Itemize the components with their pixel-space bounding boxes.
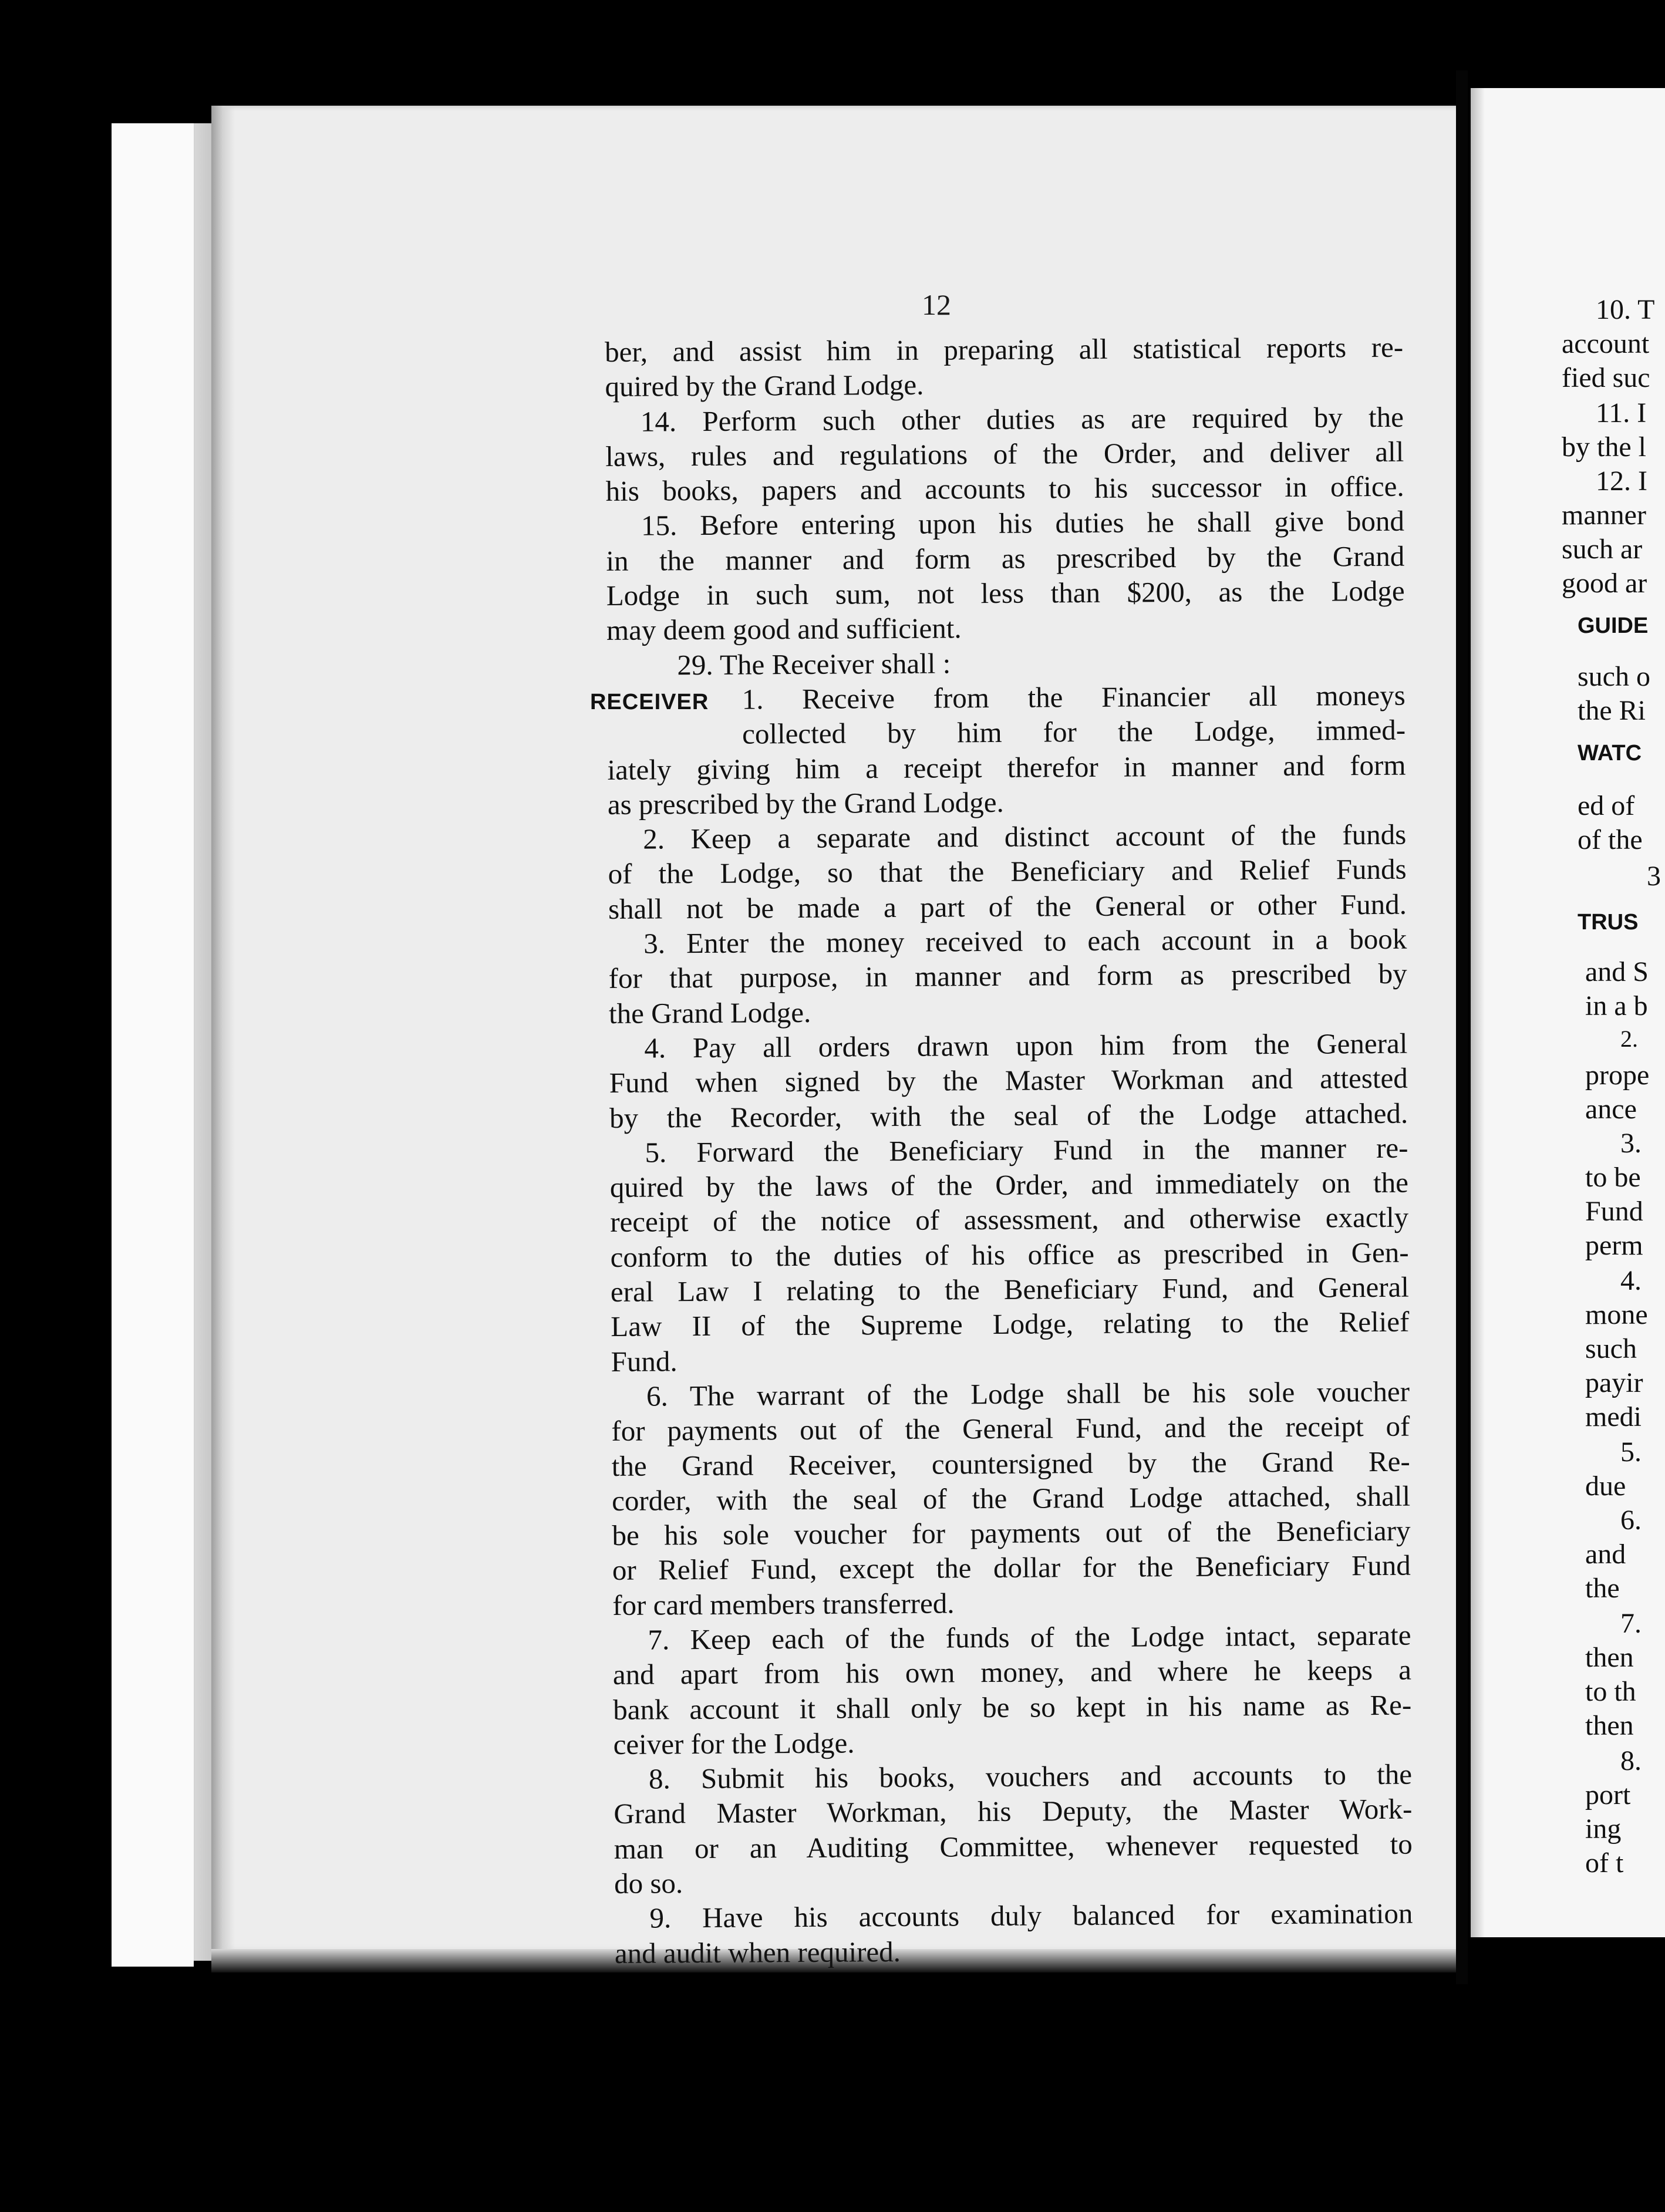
right-text-line: account — [1562, 328, 1650, 359]
text-line: Fund. — [611, 1344, 678, 1378]
text-line: 2. Keep a separate and distinct account of the funds — [643, 818, 1407, 855]
text-line: 9. Have his accounts duly balanced for examination — [649, 1897, 1413, 1934]
text-line: or Relief Fund, except the dollar for the Beneficiary Fund — [612, 1549, 1411, 1587]
text-line: do so. — [614, 1867, 683, 1900]
text-line: Law II of the Supreme Lodge, relating to the Relief — [611, 1305, 1410, 1343]
right-text-line: perm — [1585, 1230, 1643, 1261]
left-page-body — [605, 330, 1413, 1971]
text-line: Grand Master Workman, his Deputy, the Master Work- — [614, 1793, 1413, 1830]
right-text-line: of the — [1578, 824, 1643, 855]
text-line: may deem good and sufficient. — [606, 612, 962, 647]
right-text-line: 10. T — [1596, 294, 1655, 325]
right-text-line: such o — [1578, 661, 1650, 692]
text-line: and apart from his own money, and where he keeps a — [612, 1653, 1412, 1691]
right-side-heading: GUIDE — [1578, 613, 1649, 638]
text-line: ceiver for the Lodge. — [613, 1727, 855, 1761]
right-text-line: 11. I — [1596, 397, 1647, 429]
text-line: 8. Submit his books, vouchers and accounts to the — [648, 1758, 1413, 1795]
text-line: collected by him for the Lodge, immed- — [742, 713, 1406, 750]
right-text-line: prope — [1585, 1060, 1650, 1091]
right-text-line: due — [1585, 1471, 1626, 1502]
right-text-line: in a b — [1585, 990, 1648, 1021]
right-text-line: mone — [1585, 1299, 1648, 1330]
right-text-line: of t — [1585, 1847, 1624, 1879]
text-line: quired by the laws of the Order, and immediately on the — [609, 1166, 1409, 1204]
text-line: the Grand Receiver, countersigned by the Grand Re- — [611, 1445, 1410, 1482]
page-number: 12 — [922, 288, 951, 321]
right-side-heading: TRUS — [1578, 910, 1639, 935]
text-line: quired by the Grand Lodge. — [605, 368, 924, 403]
right-text-line: to th — [1585, 1676, 1636, 1707]
book-gutter — [1456, 70, 1468, 1984]
text-line: 5. Forward the Beneficiary Fund in the manner re- — [645, 1131, 1408, 1169]
right-text-line: good ar — [1562, 568, 1647, 599]
right-text-line: 12. I — [1596, 466, 1647, 497]
right-text-line: ed of — [1578, 790, 1635, 821]
text-line: by the Recorder, with the seal of the Lodge attached. — [609, 1097, 1408, 1134]
text-line: his books, papers and accounts to his successor in office. — [605, 470, 1404, 508]
text-line: 7. Keep each of the funds of the Lodge intact, separate — [648, 1618, 1411, 1656]
text-line: 14. Perform such other duties as are required by the — [640, 400, 1404, 438]
text-line: 3. Enter the money received to each account in a book — [643, 922, 1407, 960]
text-line: 6. The warrant of the Lodge shall be his sole voucher — [646, 1375, 1410, 1412]
right-text-line: 3 — [1647, 861, 1661, 892]
right-text-line: and — [1585, 1539, 1626, 1570]
text-line: conform to the duties of his office as prescribed in Gen- — [610, 1236, 1409, 1273]
text-line: shall not be made a part of the General or other Fund. — [608, 888, 1407, 925]
text-line: receipt of the notice of assessment, and otherwise exactly — [610, 1201, 1409, 1239]
side-heading-receiver: RECEIVER — [590, 690, 709, 714]
right-text-line: payir — [1585, 1367, 1643, 1398]
text-line: Fund when signed by the Master Workman and attested — [609, 1061, 1408, 1100]
right-text-line: then — [1585, 1642, 1634, 1673]
right-text-line: such — [1585, 1333, 1637, 1364]
text-line: and audit when required. — [614, 1935, 901, 1970]
right-side-heading: WATC — [1578, 741, 1642, 766]
text-line: iately giving him a receipt therefor in manner and form — [607, 748, 1406, 786]
right-text-line: 8. — [1620, 1745, 1642, 1776]
right-text-line: the — [1585, 1573, 1620, 1604]
text-line: Lodge in such sum, not less than $200, as the Lodge — [606, 574, 1405, 612]
text-line: laws, rules and regulations of the Order, and deliver all — [605, 435, 1404, 473]
text-line: bank account it shall only be so kept in his name as Re- — [613, 1688, 1412, 1726]
right-text-line: such ar — [1562, 534, 1643, 565]
text-line: 29. The Receiver shall : — [677, 647, 951, 681]
right-text-line: port — [1585, 1779, 1631, 1810]
right-text-line: 6. — [1620, 1505, 1642, 1536]
right-text-line: fied suc — [1562, 362, 1650, 393]
right-text-line: 5. — [1620, 1437, 1642, 1468]
text-line: for that purpose, in manner and form as prescribed by — [608, 957, 1407, 995]
text-line: corder, with the seal of the Grand Lodge attached, shall — [611, 1479, 1411, 1517]
text-line: eral Law I relating to the Beneficiary Fund, and General — [610, 1270, 1410, 1308]
page-edge-margin — [112, 123, 194, 1967]
right-text-line: and S — [1585, 956, 1649, 987]
right-text-line: 4. — [1620, 1265, 1642, 1296]
right-text-line: by the l — [1562, 431, 1646, 463]
text-line: of the Lodge, so that the Beneficiary and Relief Funds — [608, 853, 1407, 891]
right-text-line: to be — [1585, 1162, 1641, 1193]
right-text-line: ance — [1585, 1094, 1637, 1125]
right-text-line: 2. — [1620, 1026, 1638, 1052]
text-line: in the manner and form as prescribed by the Grand — [606, 539, 1405, 577]
right-text-line: then — [1585, 1710, 1634, 1741]
right-text-line: manner — [1562, 500, 1646, 531]
text-line: the Grand Lodge. — [608, 996, 811, 1030]
text-line: as prescribed by the Grand Lodge. — [607, 785, 1004, 821]
right-text-line: Fund — [1585, 1196, 1643, 1227]
text-line: man or an Auditing Committee, whenever requested to — [614, 1827, 1413, 1865]
text-line: 15. Before entering upon his duties he shall give bond — [641, 505, 1405, 542]
text-line: for card members transferred. — [612, 1587, 955, 1621]
text-line: 1. Receive from the Financier all moneys — [742, 679, 1406, 716]
right-text-line: 7. — [1620, 1608, 1642, 1639]
text-line: ber, and assist him in preparing all statistical reports re- — [605, 331, 1404, 368]
text-line: be his sole voucher for payments out of the Beneficiary — [612, 1514, 1411, 1552]
right-text-line: medi — [1585, 1401, 1642, 1432]
text-line: 4. Pay all orders drawn upon him from the General — [644, 1027, 1408, 1064]
right-text-line: the Ri — [1578, 695, 1646, 726]
right-text-line: ing — [1585, 1813, 1622, 1845]
text-line: for payments out of the General Fund, and the receipt of — [611, 1410, 1410, 1448]
right-text-line: 3. — [1620, 1128, 1642, 1159]
